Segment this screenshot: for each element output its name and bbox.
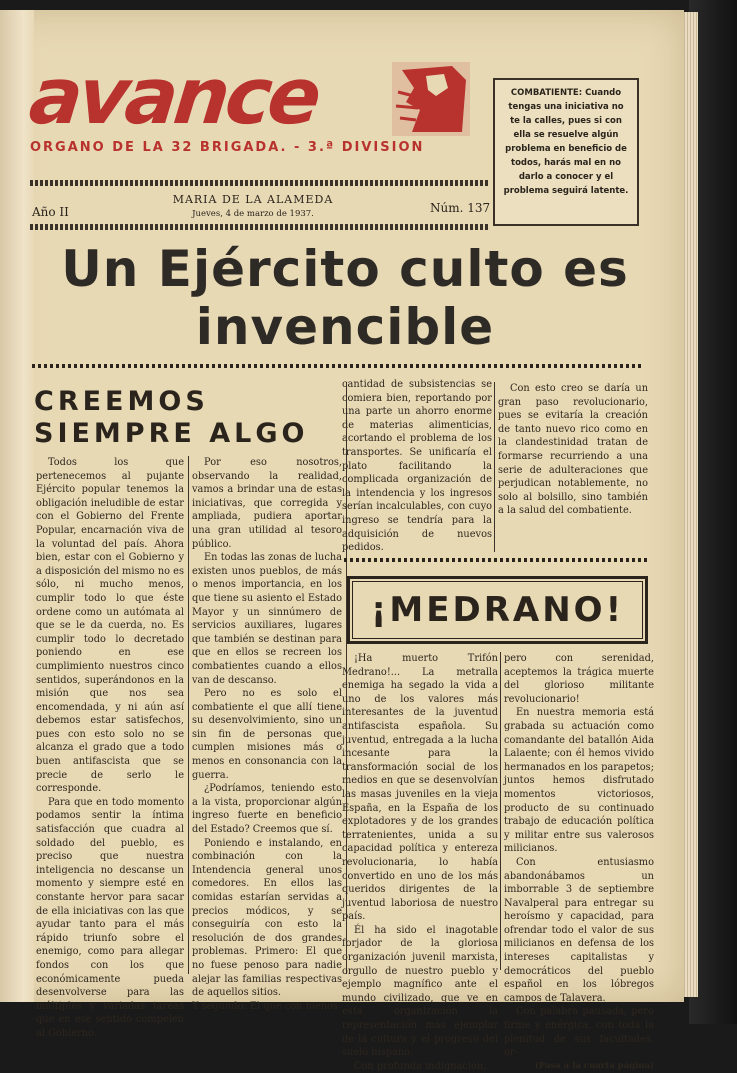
article2-paragraph: Con entusiasmo abandonábamos un imborrable 3 de septiembre Navalperal para entregar su heroísmo y capacidad, para ofrendar todo el valor de sus milicianos en defensa de los intereses capitalistas y democráticos del pueblo español en los lóbregos campos de Talavera. xyxy=(504,856,654,1004)
masthead-subtitle: ORGANO DE LA 32 BRIGADA. - 3.ª DIVISION xyxy=(30,140,425,155)
main-headline: Un Ejército culto es invencible xyxy=(61,240,629,356)
article2-column-2 xyxy=(504,652,654,1071)
binding-spine xyxy=(0,10,34,1002)
article1-paragraph: Con esto creo se daría un gran paso revolucionario, pues se evitaría la creación de tanto nuevo rico como en la clandestinidad tratan de formarse recurriendo a una serie de adulteraciones que perjudican notablemente, no solo al bolsillo, sino también a la salud del combatiente. xyxy=(498,383,648,517)
issue-number: Núm. 137 xyxy=(430,201,491,215)
article1-paragraph: Poniendo e instalando, en combinación con la Intendencia general unos comedores. En ellos las comidas estarían servidas a precios módicos, y se conseguiría con esto la resolución de dos grandes problemas. Primero: El que no fuese penoso para nadie alejar las familias respectivas de aquellos sitios. xyxy=(192,837,342,999)
issue-date: Jueves, 4 de marzo de 1937. xyxy=(192,209,314,219)
article-title-creemos: CREEMOS SIEMPRE ALGO xyxy=(34,386,309,449)
article2-paragraph: ¡Ha muerto Trifón Medrano!... La metralla enemiga ha segado la vida a uno de los valores más interesantes de la juventud antifascista española. Su juventud, entregada a la lucha incesante para la transformación social de los medios en que se desenvolvían las masas juveniles en la vieja España, en la España de los explotadores y de los grandes terratenientes, unida a su capacidad política y entereza revolucionaria, lo había convertido en uno de los más queridos dirigentes de la juventud laboriosa de nuestro país. xyxy=(342,653,498,923)
issue-place: MARIA DE LA ALAMEDA xyxy=(172,193,334,206)
masthead-title: avance xyxy=(25,52,322,142)
ornament-rule-top xyxy=(30,180,488,186)
combatant-notice-box: COMBATIENTE: Cuando tengas una iniciativa no te la calles, pues si con ella se resuelve algún problema en beneficio de todos, harás mal en no darlo a conocer y el problema seguirá latente. xyxy=(493,78,639,226)
article2-column-1 xyxy=(342,652,498,1072)
article-title-box-medrano xyxy=(347,576,648,644)
article1-paragraph: En todas las zonas de lucha existen unos pueblos, de más o menos importancia, en los que tiene su asiento el Estado Mayor y un sinnúmero de servicios auxiliares, lugares que también se destinan para que en ellos se recreen los combatientes cuando a ellos van de descanso. xyxy=(192,552,342,686)
article2-paragraph: En nuestra memoria está grabada su actuación como comandante del batallón Aida Lalaente; con él hemos vivido hermanados en los parapetos; juntos hemos disfrutado momentos victoriosos, producto de su continuado trabajo de educación política y militar entre sus valerosos milicianos. xyxy=(504,707,654,855)
column-rule xyxy=(188,456,189,974)
article-title-medrano: ¡MEDRANO! xyxy=(352,581,643,639)
soldier-logo-icon xyxy=(392,62,470,136)
article1-column-4 xyxy=(498,382,648,554)
headline-divider xyxy=(32,364,642,368)
article1-column-2 xyxy=(192,456,342,1012)
article2-paragraph: Con palabra pausada, pero firme y enérgica, con toda la plenitud de sus facultades, or- xyxy=(504,1006,654,1059)
article1-paragraph: Para que en todo momento podamos sentir la íntima satisfacción que cuadra al soldado del pueblo, es preciso que nuestra inteligencia no descanse un momento y siempre esté en constante hervor para sacar de ella iniciativas con las que ayudar tanto para el más rápido triunfo sobre el enemigo, como para allegar fondos con los que económicamente pueda desenvolverse para las múltiples y variadas tareas que en ese sentido compelen al Gobierno. xyxy=(36,796,184,1039)
article1-column-1 xyxy=(36,456,184,1039)
newspaper-page xyxy=(0,10,684,1072)
issue-year: Año II xyxy=(32,205,69,219)
article2-paragraph: Él ha sido el inagotable forjador de la gloriosa organización juvenil marxista, orgullo de nuestro pueblo y ejemplo magnífico ante el mundo civilizado, que ve en esta organización la representación más ejemplar de la cultura y el progreso del suelo hispano. xyxy=(342,924,498,1059)
article2-paragraph: pero con serenidad, aceptemos la trágica muerte del glorioso militante revolucionario! xyxy=(504,653,654,705)
column-rule xyxy=(494,382,495,552)
article1-paragraph: Y segundo: El que con menos xyxy=(192,1000,338,1012)
column-rule xyxy=(500,652,501,970)
article1-paragraph: cantidad de subsistencias se comiera bien, reportando por una parte un ahorro enorme de materias alimenticias, acortando el problema de los transportes. Se unificaría el plato facilitando la complicada organización de la intendencia y los ingresos serían incalculables, con cuyo ingreso se tendría para la adquisición de nuevos pedidos. xyxy=(342,379,492,554)
continued-note: (Pasa a la cuarta página) xyxy=(534,1060,654,1071)
article1-paragraph: ¿Podríamos, teniendo esto a la vista, proporcionar algún ingreso fuerte en beneficio del Estado? Creemos que sí. xyxy=(192,783,342,836)
article1-paragraph: Todos los que pertenecemos al pujante Ejército popular tenemos la obligación ineludible de estar con el Gobierno del Frente Popular, encarnación viva de la voluntad del país. Ahora bien, estar con el Gobierno y a disposición del mismo no es sólo, ni mucho menos, cumplir todo lo que éste ordene como un autómata al que se le da cuerda, no. Es cumplir todo lo decretado poniendo en ese cumplimiento nuestros cinco sentidos, superándonos en la misión que nos sea encomendada, y ni aún así debemos estar satisfechos, pues con esto solo no se alcanza el grado que a todo buen antifascista que se precie de serlo le corresponde. xyxy=(36,457,184,795)
article1-paragraph: Pero no es solo el combatiente el que allí tiene su desenvolvimiento, sino un sin fin de personas que cumplen misiones más o menos en consonancia con la guerra. xyxy=(192,688,342,781)
ornament-rule-bottom xyxy=(30,224,488,230)
article1-column-3 xyxy=(342,378,492,554)
article1-paragraph: Por eso nosotros, observando la realidad, vamos a brindar una de estas iniciativas, que corregida y ampliada, pudiera aportar una gran utilidad al tesoro público. xyxy=(192,457,342,550)
article2-paragraph: Con profunda indignación, xyxy=(354,1060,487,1072)
article-divider xyxy=(344,558,650,562)
